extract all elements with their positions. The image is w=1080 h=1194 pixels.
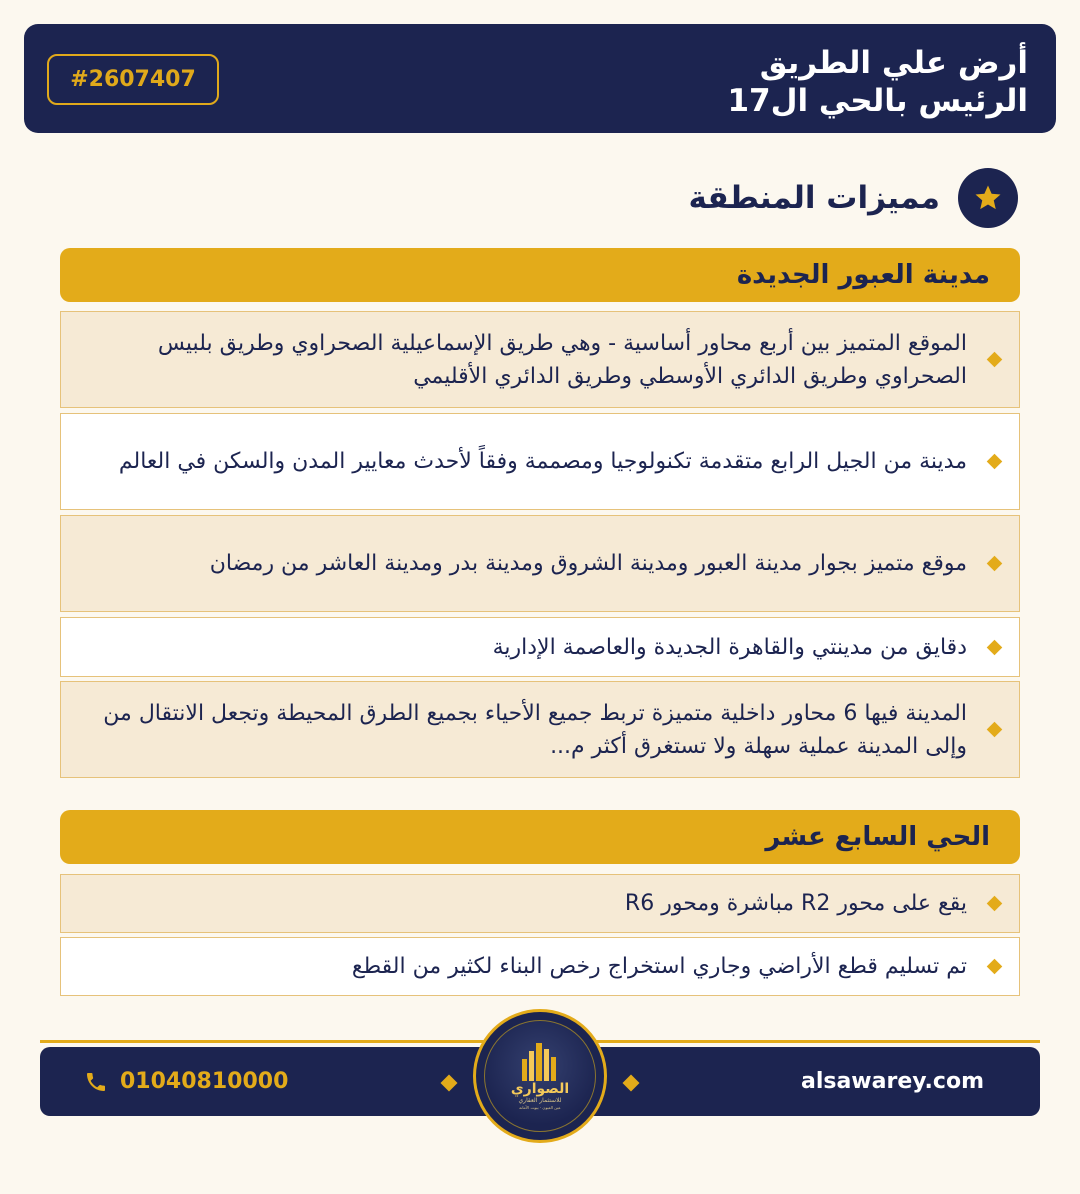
logo-tagline: للاستثمار العقاري [518, 1097, 562, 1104]
list-item-text: مدينة من الجيل الرابع متقدمة تكنولوجيا ومصممة وفقاً لأحدث معايير المدن والسكن في العالم [118, 449, 967, 474]
diamond-bullet-icon [987, 896, 1003, 912]
list-item-text: موقع متميز بجوار مدينة العبور ومدينة الشروق ومدينة بدر ومدينة العاشر من رمضان [209, 551, 967, 576]
section-title: مميزات المنطقة [688, 180, 940, 216]
diamond-bullet-icon [987, 722, 1003, 738]
logo-name: الصواري [510, 1081, 570, 1097]
phone-link[interactable] [84, 1047, 288, 1116]
company-logo [473, 1009, 607, 1143]
website-link[interactable]: alsawarey.com [800, 1069, 984, 1094]
phone-number: 01040810000 [120, 1069, 289, 1094]
list-item-text: المدينة فيها 6 محاور داخلية متميزة تربط جميع الأحياء بجميع الطرق المحيطة وتجعل الانتقال من وإلى المدينة عملية سهلة ولا تستغرق أكثر م... [103, 700, 967, 759]
header-banner [24, 24, 1056, 133]
phone-icon [84, 1070, 108, 1094]
list-item [60, 874, 1020, 933]
diamond-bullet-icon [987, 959, 1003, 975]
list-item [60, 681, 1020, 778]
title-line-1: أرض علي الطريق [759, 45, 1028, 81]
list-item [60, 515, 1020, 612]
diamond-bullet-icon [987, 352, 1003, 368]
list-item-text: الموقع المتميز بين أربع محاور أساسية - وهي طريق الإسماعيلية الصحراوي وطريق بلبيس الصحراوي وطريق الدائري الأوسطي وطريق الدائري الأقليمي [157, 330, 967, 389]
list-item-text: يقع على محور R2 مباشرة ومحور R6 [624, 891, 967, 916]
list-item [60, 617, 1020, 677]
title-line-2: الرئيس بالحي ال17 [727, 83, 1028, 119]
list-item [60, 311, 1020, 408]
diamond-bullet-icon [987, 556, 1003, 572]
listing-id-badge: #2607407 [47, 54, 219, 105]
group-title-district-17: الحي السابع عشر [60, 810, 1020, 864]
list-item-text: تم تسليم قطع الأراضي وجاري استخراج رخص البناء لكثير من القطع [351, 954, 967, 979]
logo-subtagline: عين العيون · بيوت الأمانة [519, 1105, 561, 1110]
diamond-icon [441, 1075, 458, 1092]
list-item [60, 413, 1020, 510]
listing-title [428, 44, 1028, 120]
diamond-bullet-icon [987, 639, 1003, 655]
section-heading [689, 168, 1019, 228]
diamond-bullet-icon [987, 454, 1003, 470]
list-item [60, 937, 1020, 996]
buildings-icon [518, 1041, 562, 1081]
star-icon [958, 168, 1018, 228]
list-item-text: دقايق من مدينتي والقاهرة الجديدة والعاصمة الإدارية [492, 634, 967, 660]
diamond-icon [623, 1075, 640, 1092]
group-title-obour: مدينة العبور الجديدة [60, 248, 1020, 302]
